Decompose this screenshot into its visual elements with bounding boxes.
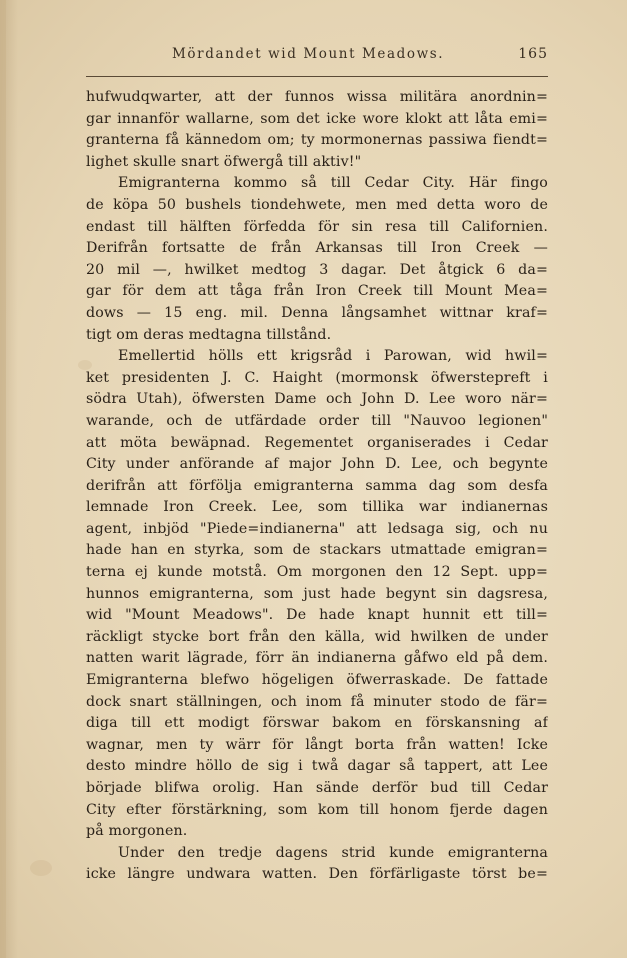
body-text xyxy=(86,87,548,886)
text-line: natten warit lägrade, förr än indianerna gåfwo eld på dem. xyxy=(86,650,548,667)
paper-stain xyxy=(30,860,52,876)
text-line: Under den tredje dagens strid kunde emigranterna xyxy=(118,844,548,861)
text-line: började blifwa orolig. Han sände derför bud till Cedar xyxy=(86,780,548,796)
text-line: Derifrån fortsatte de från Arkansas till Iron Creek — xyxy=(86,240,548,257)
text-line: agent, inbjöd "Piede=indianerna" att ledsaga sig, och nu xyxy=(86,520,548,537)
page-header xyxy=(0,46,548,70)
page-gutter-edge xyxy=(0,0,6,958)
text-line: att möta bewäpnad. Regementet organiserades i Cedar xyxy=(86,434,548,451)
text-line: dows — 15 eng. mil. Denna långsamhet wittnar kraf= xyxy=(86,304,548,321)
text-line: granterna få kännedom om; ty mormonernas passiwa fiendt= xyxy=(86,132,548,149)
text-line: endast till hälften förfedda för sin resa till Californien. xyxy=(86,218,548,235)
text-line: City under anförande af major John D. Lee, och begynte xyxy=(86,456,548,473)
text-line: hunnos emigranterna, som just hade begynt sin dagsresa, xyxy=(86,585,548,602)
text-line: terna ej kunde motstå. Om morgonen den 12 Sept. upp= xyxy=(86,564,548,581)
text-line: wagnar, men ty wärr för långt borta från watten! Icke xyxy=(86,736,548,753)
text-line: Emigranterna kommo så till Cedar City. Här fingo xyxy=(118,175,548,192)
text-line: diga till ett modigt förswar bakom en förskansning af xyxy=(86,715,548,732)
header-rule xyxy=(86,76,548,77)
text-line: icke längre undwara watten. Den förfärligaste törst be= xyxy=(86,866,548,883)
text-line: Emellertid hölls ett krigsråd i Parowan, wid hwil= xyxy=(118,348,548,365)
text-line: lemnade Iron Creek. Lee, som tillika war indianernas xyxy=(86,499,548,516)
text-line: gar för dem att tåga från Iron Creek till Mount Mea= xyxy=(86,283,548,300)
text-line: lighet skulle snart öfwergå till aktiv!" xyxy=(86,153,362,170)
text-line: 20 mil —, hwilket medtog 3 dagar. Det åtgick 6 da= xyxy=(86,261,548,278)
text-line: warande, och de utfärdade order till "Nauvoo legionen" xyxy=(86,412,548,429)
text-line: gar innanför wallarne, som det icke wore klokt att låta emi= xyxy=(86,110,548,127)
text-line: wid "Mount Meadows". De hade knapt hunnit ett till= xyxy=(86,607,548,624)
text-line: på morgonen. xyxy=(86,823,188,840)
text-line: City efter förstärkning, som kom till honom fjerde dagen xyxy=(86,801,548,818)
text-line: de köpa 50 bushels tiondehwete, men med detta woro de xyxy=(86,196,548,213)
text-line: räckligt stycke bort från den källa, wid hwilken de under xyxy=(86,628,548,645)
text-line: södra Utah), öfwersten Dame och John D. Lee woro när= xyxy=(86,391,548,408)
text-line: hade han en styrka, som de stackars utmattade emigran= xyxy=(86,542,548,559)
text-line: derifrån att förfölja emigranterna samma dag som desfa xyxy=(86,477,548,494)
text-line: hufwudqwarter, att der funnos wissa militära anordnin= xyxy=(86,89,548,105)
page-number: 165 xyxy=(518,46,548,62)
text-line: Emigranterna blefwo högeligen öfwerraskade. De fattade xyxy=(86,672,548,689)
text-line: ket presidenten J. C. Haight (mormonsk öfwerstepreft i xyxy=(86,369,548,386)
text-line: desto mindre höllo de sig i twå dagar så tappert, att Lee xyxy=(86,758,548,775)
text-line: tigt om deras medtagna tillstånd. xyxy=(86,326,332,343)
running-head: Mördandet wid Mount Meadows. xyxy=(172,46,445,62)
text-line: dock snart ställningen, och inom få minuter stodo de fär= xyxy=(86,693,548,710)
